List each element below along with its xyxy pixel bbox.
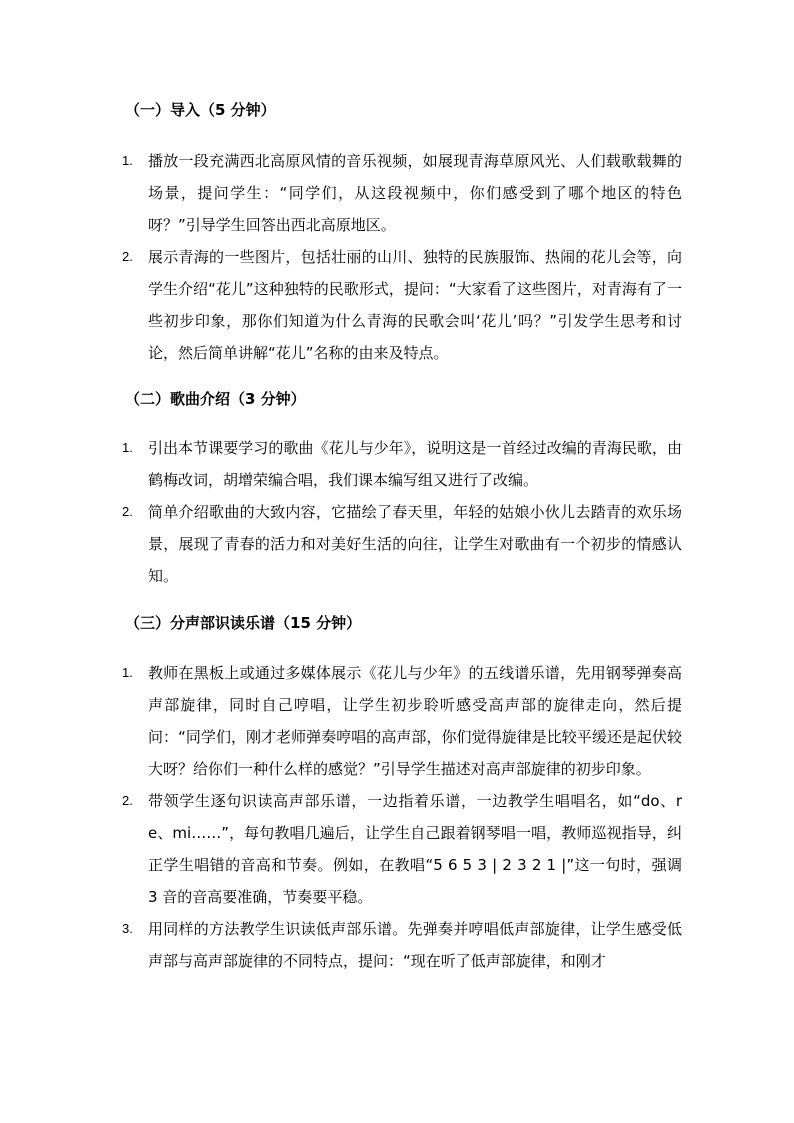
list-item-text: 教师在黑板上或通过多媒体展示《花儿与少年》的五线谱乐谱，先用钢琴弹奏高声部旋律，同时自己哼唱，让学生初步聆听感受高声部的旋律走向，然后提问：“同学们，刚才老师弹奏哼唱的高声部，你们觉得旋律是比较平缓还是起伏较大呀？给你们一种什么样的感觉？”引导学生描述对高声部旋律的初步印象。 [148, 664, 682, 778]
list-number: 1. [122, 440, 133, 455]
list-item-text: 带领学生逐句识读高声部乐谱，一边指着乐谱，一边教学生唱唱名，如“do、re、mi……”，每句教唱几遍后，让学生自己跟着钢琴唱一唱，教师巡视指导，纠正学生唱错的音高和节奏。例如，在教唱“5 6 5 3 | 2 3 2 1 |”这一句时，强调 3 音的音高要准确，节奏要平稳。 [148, 792, 682, 906]
list-number: 2. [122, 504, 133, 519]
list-item [122, 145, 682, 241]
list-item-text: 播放一段充满西北高原风情的音乐视频，如展现青海草原风光、人们载歌载舞的场景，提问学生：“同学们，从这段视频中，你们感受到了哪个地区的特色呀？”引导学生回答出西北高原地区。 [148, 152, 682, 234]
list-number: 1. [122, 665, 133, 680]
list-number: 2. [122, 793, 133, 808]
song-intro-list [122, 432, 682, 592]
section-heading-score-reading: （三）分声部识读乐谱（15 分钟） [125, 614, 362, 632]
list-item [122, 432, 682, 496]
section-heading-intro: （一）导入（5 分钟） [125, 101, 276, 119]
list-item-text: 展示青海的一些图片，包括壮丽的山川、独特的民族服饰、热闹的花儿会等，向学生介绍“花儿”这种独特的民歌形式，提问：“大家看了这些图片，对青海有了一些初步印象，那你们知道为什么青海的民歌会叫‘花儿’吗？”引发学生思考和讨论，然后简单讲解“花儿”名称的由来及特点。 [148, 248, 682, 362]
list-number: 1. [122, 153, 133, 168]
intro-list [122, 145, 682, 369]
list-number: 2. [122, 249, 133, 264]
list-item-text: 简单介绍歌曲的大致内容，它描绘了春天里，年轻的姑娘小伙儿去踏青的欢乐场景，展现了青春的活力和对美好生活的向往，让学生对歌曲有一个初步的情感认知。 [148, 503, 682, 585]
list-item [122, 657, 682, 785]
list-item-text: 引出本节课要学习的歌曲《花儿与少年》，说明这是一首经过改编的青海民歌，由鹤梅改词，胡增荣编合唱，我们课本编写组又进行了改编。 [148, 439, 682, 489]
list-item [122, 496, 682, 592]
list-item-text: 用同样的方法教学生识读低声部乐谱。先弹奏并哼唱低声部旋律，让学生感受低声部与高声部旋律的不同特点，提问：“现在听了低声部旋律，和刚才 [148, 920, 682, 970]
score-reading-list [122, 657, 682, 977]
list-item [122, 785, 682, 913]
list-number: 3. [122, 921, 133, 936]
section-heading-song-intro: （二）歌曲介绍（3 分钟） [125, 390, 306, 408]
list-item [122, 913, 682, 977]
list-item [122, 241, 682, 369]
